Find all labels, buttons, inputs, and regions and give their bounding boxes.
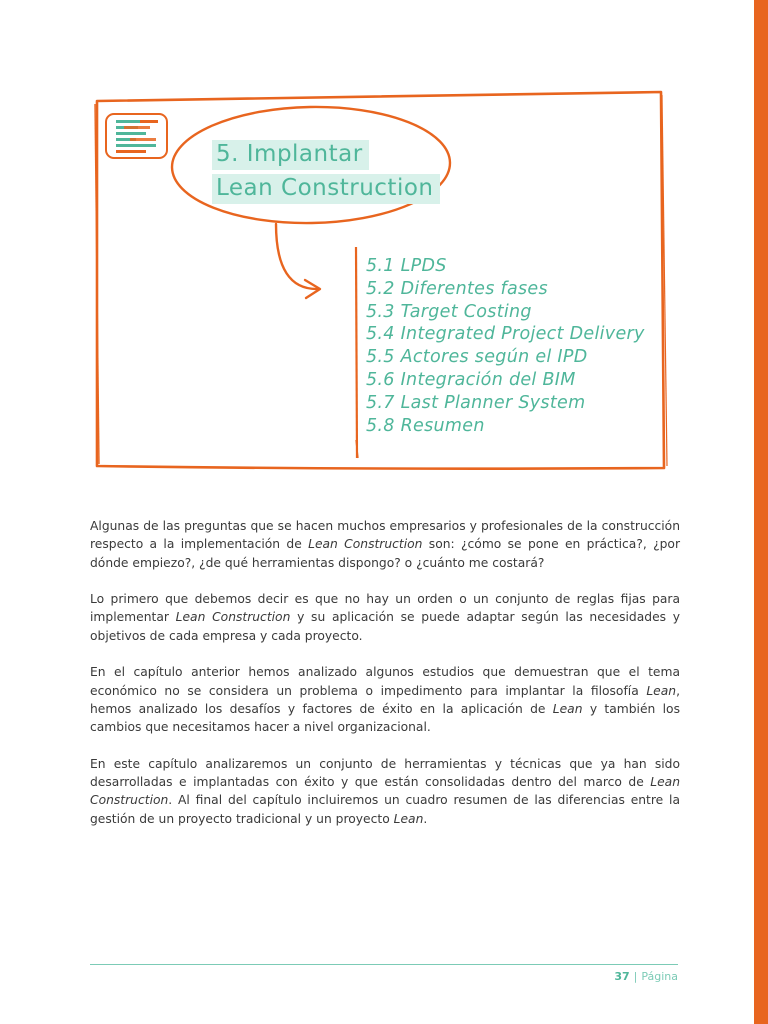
paragraph [90,517,680,572]
toc-bracket [356,247,357,458]
toc-item[interactable]: 5.5 Actores según el IPD [366,347,588,368]
page-footer [614,970,678,983]
footer-separator: | [633,970,638,983]
toc-item[interactable]: 5.7 Last Planner System [366,392,586,413]
toc-item[interactable]: 5.1 LPDS [366,256,447,276]
gantt-chart-icon [106,114,167,158]
footer-divider [90,964,678,965]
toc-item[interactable]: 5.6 Integración del BIM [366,369,576,390]
italic-term: Lean [552,701,583,716]
italic-term: Lean Construction [308,537,423,552]
italic-term: Lean Construction [90,775,680,808]
page-label: Página [641,970,678,983]
italic-term: Lean [646,683,677,698]
toc-item[interactable]: 5.4 Integrated Project Delivery [366,324,645,345]
text-run: . Al final del capítulo incluiremos un cuadro resumen de las diferencias entre la gestión de un proyecto tradicional y un proyecto [90,793,680,826]
table-of-contents [366,255,645,437]
chapter-title-line1: 5. Implantar [212,140,369,170]
italic-term: Lean Construction [175,610,291,625]
curved-arrow-icon [276,224,320,298]
italic-term: Lean [393,811,424,826]
text-run: son: ¿cómo se pone en práctica?, ¿por dónde empiezo?, ¿de qué herramientas dispongo? o ¿cuánto me costará? [90,537,681,570]
text-run: En este capítulo analizaremos un conjunto de herramientas y técnicas que ya han sido desarrolladas e implantadas con éxito y que están consolidadas dentro del marco de [90,756,680,790]
text-run: y su aplicación se puede adaptar según las necesidades y objetivos de cada empresa y cada proyecto. [90,610,681,643]
text-run: En el capítulo anterior hemos analizado algunos estudios que demuestran que el tema económico no se considera un problema o impedimento para implantar la filosofía [90,665,680,698]
paragraph [90,663,680,736]
toc-item[interactable]: 5.8 Resumen [366,415,485,436]
paragraph [90,590,680,645]
paragraph [90,755,680,828]
toc-item[interactable]: 5.2 Diferentes fases [366,278,548,299]
text-run: , hemos analizado los desafíos y factores de éxito en la aplicación de [90,683,680,716]
text-run: Algunas de las preguntas que se hacen muchos empresarios y profesionales de la construcción respecto a la implementación de [90,519,680,552]
body-text [90,517,680,846]
text-run: Lo primero que debemos decir es que no hay un orden o un conjunto de reglas fijas para implementar [90,592,680,625]
text-run: . [423,811,428,826]
page-number: 37 [614,970,630,983]
toc-item[interactable]: 5.3 Target Costing [366,301,532,322]
text-run: y también los cambios que necesitamos hacer a nivel organizacional. [90,701,680,735]
chapter-title-line2: Lean Construction [212,174,440,204]
